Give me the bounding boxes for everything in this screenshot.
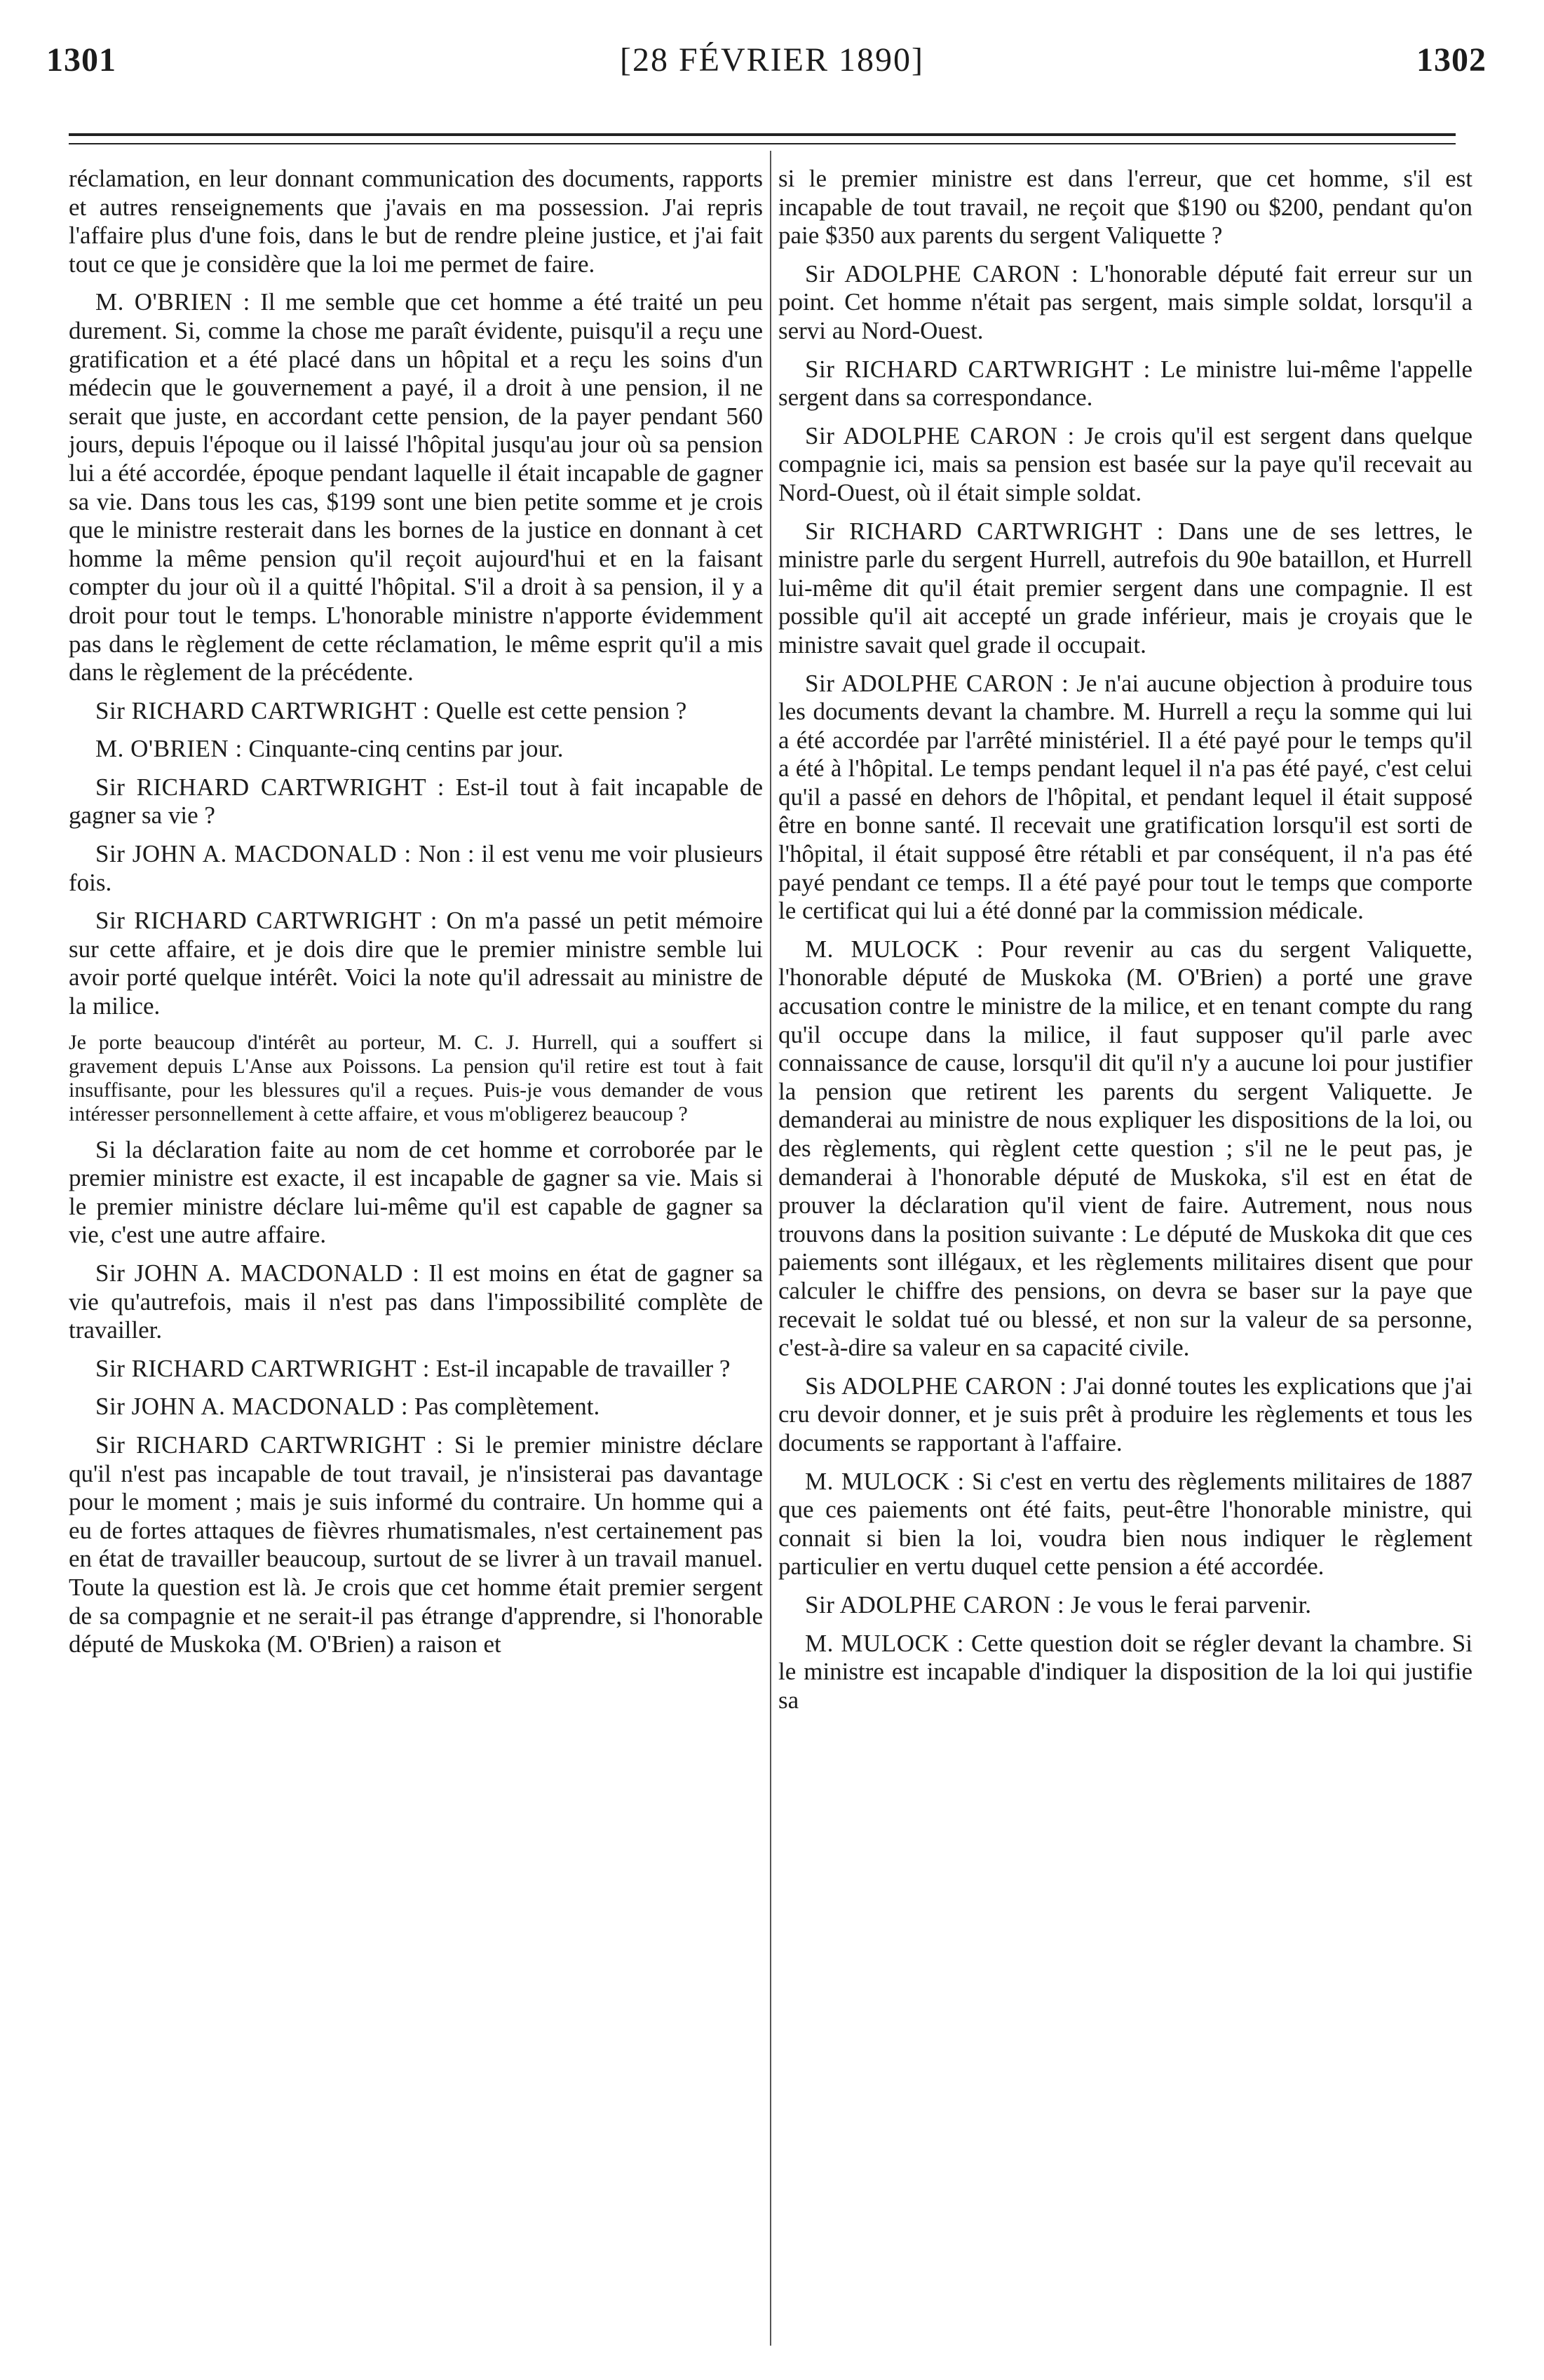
paragraph (778, 356, 1472, 412)
paragraph-text: Dans une de ses lettres, le ministre parle du sergent Hurrell, autrefois du 90e bataillon, et Hurrell lui-même dit qu'il était premier sergent dans une compagnie. Il est possible qu'il ait accepté un grade inférieur, mais je croyais que le ministre savait quel grade il occupait. (778, 517, 1472, 658)
speaker-name: Sir RICHARD CARTWRIGHT : (805, 355, 1151, 383)
paragraph-text: si le premier ministre est dans l'erreur, que cet homme, s'il est incapable de tout travail, ne reçoit que $190 ou $200, pendant qu'on paie $350 aux parents du sergent Valiquette ? (778, 165, 1472, 250)
paragraph (778, 670, 1472, 926)
speaker-name: Sir ADOLPHE CARON : (805, 259, 1079, 288)
speaker-name: M. O'BRIEN : (95, 288, 250, 316)
page-number-left: 1301 (46, 41, 116, 79)
speaker-name: Sir RICHARD CARTWRIGHT : (95, 907, 438, 935)
column-divider (770, 151, 771, 2346)
paragraph (778, 1372, 1472, 1458)
speaker-name: M. MULOCK : (805, 935, 984, 963)
paragraph-text: Je n'ai aucune objection à produire tous les documents devant la chambre. M. Hurrell a reçu la somme qui lui a été accordée par l'arrêté ministériel. Il a été payé pour le temps qu'il a été à l'hôpital. Le temps pendant lequel il n'a pas été payé, c'est celui qu'il a passé en dehors de l'hôpital, et pendant lequel il était supposé être en bonne santé. Il recevait une gratification lorsqu'il est sorti de l'hôpital, il était supposé être rétabli et par conséquent, il n'a pas été payé pendant ce temps. Il a été payé pour tout le temps que comporte le certificat qui lui a été donné par la commission médicale. (778, 669, 1473, 925)
paragraph-text: Cinquante-cinq centins par jour. (248, 735, 564, 763)
page-date-title: [28 FÉVRIER 1890] (620, 41, 924, 79)
speaker-name: Sir RICHARD CARTWRIGHT : (95, 696, 430, 724)
speaker-name: M. O'BRIEN : (95, 735, 243, 763)
speaker-name: Sir JOHN A. MACDONALD : (95, 840, 412, 868)
paragraph (69, 735, 763, 764)
paragraph-text: L'honorable député fait erreur sur un point. Cet homme n'était pas sergent, mais simple soldat, lorsqu'il a servi au Nord-Ouest. (778, 259, 1472, 344)
paragraph-text: Cette question doit se régler devant la chambre. Si le ministre est incapable d'indiquer la disposition de la loi qui justifie sa (778, 1629, 1472, 1714)
right-column (778, 165, 1472, 1724)
paragraph (69, 1431, 763, 1659)
speaker-name: Sir RICHARD CARTWRIGHT : (95, 1354, 430, 1382)
speaker-name: M. MULOCK : (805, 1467, 965, 1495)
speaker-name: Sir ADOLPHE CARON : (805, 1590, 1065, 1618)
paragraph (778, 1630, 1472, 1715)
paragraph (69, 288, 763, 687)
header-rule-thin (69, 143, 1456, 144)
page-header (0, 0, 1544, 105)
speaker-name: Sir RICHARD CARTWRIGHT : (95, 773, 445, 801)
speaker-name: Sir JOHN A. MACDONALD : (95, 1259, 420, 1287)
speaker-name: M. MULOCK : (805, 1629, 964, 1657)
paragraph-text: Je porte beaucoup d'intérêt au porteur, M. C. J. Hurrell, qui a souffert si gravement depuis L'Anse aux Poissons. La pension qu'il retire est tout à fait insuffisante, pour les blessures qu'il a reçues. Puis-je vous demander de vous intéresser personnellement à cette affaire, et vous m'obligerez beaucoup ? (69, 1030, 763, 1125)
paragraph-text: réclamation, en leur donnant communication des documents, rapports et autres renseignements que j'avais en ma possession. J'ai repris l'affaire plus d'une fois, dans le but de rendre pleine justice, et j'ai fait tout ce que je considère que la loi me permet de faire. (69, 165, 763, 278)
speaker-name: Sir JOHN A. MACDONALD : (95, 1393, 409, 1421)
paragraph-text: Si la déclaration faite au nom de cet homme et corroborée par le premier ministre est exacte, il est incapable de gagner sa vie. Mais si le premier ministre déclare lui-même qu'il est capable de gagner sa vie, c'est une autre affaire. (69, 1135, 763, 1249)
page-number-right: 1302 (1416, 41, 1487, 79)
quoted-note (69, 1031, 763, 1126)
paragraph (778, 1591, 1472, 1620)
paragraph (778, 260, 1472, 346)
paragraph-text: Non : il est venu me voir plusieurs fois. (69, 840, 763, 896)
speaker-name: Sir ADOLPHE CARON : (805, 669, 1069, 697)
paragraph-text: On m'a passé un petit mémoire sur cette affaire, et je dois dire que le premier ministre semble lui avoir porté quelque intérêt. Voici la note qu'il adressait au ministre de la milice. (69, 907, 763, 1020)
paragraph (69, 840, 763, 897)
paragraph-text: Si le premier ministre déclare qu'il n'est pas incapable de tout travail, je n'insisterai pas davantage pour le moment ; mais je suis informé du contraire. Un homme qui a eu de fortes attaques de fièvres rhumatismales, n'est certainement pas en état de travailler beaucoup, surtout de se livrer à un travail manuel. Toute la question est là. Je crois que cet homme était premier sergent de sa compagnie et ne serait-il pas étrange d'apprendre, si l'honorable député de Muskoka (M. O'Brien) a raison et (69, 1431, 763, 1658)
left-column (69, 165, 763, 1669)
speaker-name: Sir RICHARD CARTWRIGHT : (805, 517, 1164, 545)
paragraph-text: Je vous le ferai parvenir. (1070, 1590, 1312, 1618)
paragraph (69, 907, 763, 1020)
paragraph (778, 1468, 1472, 1581)
paragraph-text: Il me semble que cet homme a été traité un peu durement. Si, comme la chose me paraît évidente, puisqu'il a reçu une gratification et a été placé dans un hôpital et a reçu les soins d'un médecin que le gouvernement a payé, il a droit à une pension, il ne serait que juste, en accordant cette pension, de la payer pendant 560 jours, depuis l'époque ou il laissé l'hôpital jusqu'au jour où sa pension lui a été accordée, époque pendant laquelle il était incapable de gagner sa vie. Dans tous les cas, $199 sont une bien petite somme et je crois que le ministre resterait dans les bornes de la justice en donnant à cet homme la même pension qu'il reçoit aujourd'hui et en la faisant compter du jour où il a quitté l'hôpital. S'il a droit à sa pension, il y a droit pour tout le temps. L'honorable ministre n'apporte évidemment pas dans le règlement de cette réclamation, le même esprit qu'il a mis dans le règlement de la précédente. (69, 288, 763, 687)
paragraph-text: Quelle est cette pension ? (435, 696, 687, 724)
paragraph (69, 773, 763, 830)
paragraph-text: Est-il incapable de travailler ? (435, 1354, 731, 1382)
paragraph-text: Est-il tout à fait incapable de gagner sa vie ? (69, 773, 763, 830)
paragraph-text: Si c'est en vertu des règlements militaires de 1887 que ces paiements ont été faits, peut-être l'honorable ministre, qui connait si bien la loi, voudra bien nous indiquer le règlement particulier en vertu duquel cette pension a été accordée. (778, 1467, 1472, 1581)
paragraph-text: J'ai donné toutes les explications que j'ai cru devoir donner, et je suis prêt à produire les règlements et tous les documents se rapportant à l'affaire. (778, 1372, 1473, 1456)
header-rule-thick (69, 133, 1456, 136)
paragraph (778, 165, 1472, 250)
paragraph-text: Il est moins en état de gagner sa vie qu'autrefois, mais il n'est pas dans l'impossibilité complète de travailler. (69, 1259, 764, 1344)
paragraph-text: Pas complètement. (414, 1393, 600, 1421)
paragraph (778, 935, 1472, 1363)
paragraph (69, 697, 763, 726)
paragraph (69, 1393, 763, 1421)
paragraph (69, 1355, 763, 1384)
speaker-name: Sis ADOLPHE CARON : (805, 1372, 1067, 1400)
paragraph (69, 165, 763, 278)
paragraph (69, 1136, 763, 1250)
paragraph (778, 422, 1472, 508)
paragraph (778, 518, 1472, 660)
speaker-name: Sir ADOLPHE CARON : (805, 421, 1075, 449)
speaker-name: Sir RICHARD CARTWRIGHT : (95, 1431, 444, 1459)
paragraph-text: Je crois qu'il est sergent dans quelque compagnie ici, mais sa pension est basée sur la paye qu'il recevait au Nord-Ouest, où il était simple soldat. (778, 421, 1473, 506)
paragraph-text: Le ministre lui-même l'appelle sergent dans sa correspondance. (778, 355, 1473, 412)
paragraph (69, 1259, 763, 1345)
paragraph-text: Pour revenir au cas du sergent Valiquette, l'honorable député de Muskoka (M. O'Brien) a porté une grave accusation contre le ministre de la milice, et en tenant compte du rang qu'il occupe dans la milice, il faut supposer qu'il parle avec connaissance de cause, lorsqu'il dit qu'il n'y a aucune loi pour justifier la pension que retirent les parents du sergent Valiquette. Je demanderai au ministre de nous expliquer les dispositions de la loi, ou des règlements, qui règlent cette question ; s'il ne le peut pas, je demanderai à l'honorable député de Muskoka, s'il est en état de prouver la déclaration qu'il vient de faire. Autrement, nous nous trouvons dans la position suivante : Le député de Muskoka dit que ces paiements sont illégaux, et les règlements militaires disent que pour calculer le chiffre des pensions, on devra se baser sur la paye que recevait le soldat tué ou blessé, et non sur la valeur de sa personne, c'est-à-dire sa valeur en sa capacité civile. (778, 935, 1472, 1362)
